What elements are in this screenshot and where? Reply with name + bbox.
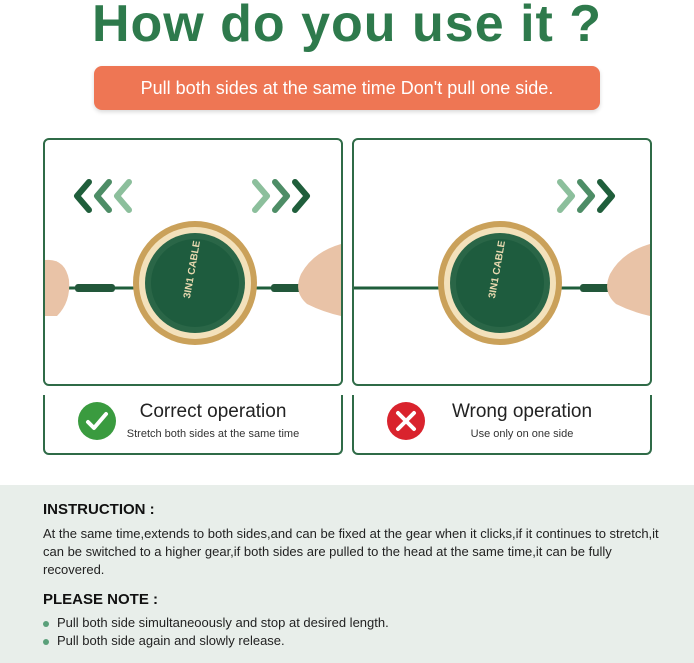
correct-operation-illustration: [43, 138, 343, 386]
device-label: 3IN1 CABLE: [182, 239, 204, 300]
instruction-banner: Pull both sides at the same time Don't pull one side.: [94, 66, 600, 110]
wrong-title: Wrong operation: [451, 401, 593, 422]
right-arrows-icon: [255, 182, 307, 210]
correct-title: Correct operation: [139, 401, 287, 422]
wrong-operation-illustration: [352, 138, 652, 386]
note-item: Pull both side simultaneoously and stop at desired length.: [43, 615, 389, 630]
page-title: How do you use it ?: [91, 0, 603, 53]
instruction-section: [0, 485, 694, 663]
note-item: Pull both side again and slowly release.: [43, 633, 285, 648]
wrong-caption: [352, 395, 652, 455]
correct-caption: [43, 395, 343, 455]
bullet-icon: [43, 639, 49, 645]
wrong-subtitle: Use only on one side: [470, 428, 574, 440]
note-heading: PLEASE NOTE :: [43, 591, 159, 608]
left-arrows-icon: [77, 182, 129, 210]
device-label: 3IN1 CABLE: [487, 239, 509, 300]
right-arrows-icon: [560, 182, 612, 210]
instruction-text: At the same time,extends to both sides,and can be fixed at the gear when it clicks,if it continues to stretch,it can be switched to a higher gear,if both sides are pulled to the head at the same time,it can be fully recovered.: [43, 526, 659, 577]
instruction-heading: INSTRUCTION :: [43, 501, 155, 518]
bullet-icon: [43, 621, 49, 627]
correct-subtitle: Stretch both sides at the same time: [126, 428, 300, 440]
